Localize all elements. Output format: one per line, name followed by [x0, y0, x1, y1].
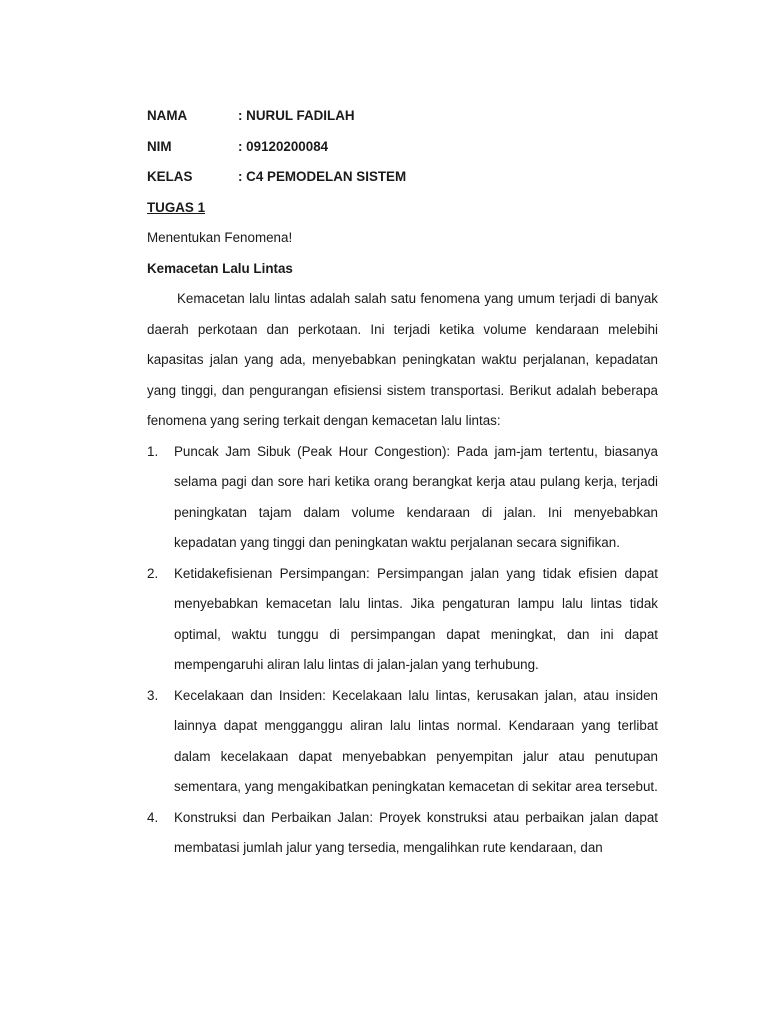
identity-value: : NURUL FADILAH — [238, 108, 355, 123]
list-item-number: 4. — [147, 809, 159, 825]
identity-label: NIM — [147, 138, 172, 154]
list-item — [147, 681, 658, 803]
list-item — [147, 437, 658, 559]
document-body — [147, 101, 658, 864]
identity-row-name — [147, 101, 658, 132]
list-item — [147, 803, 658, 864]
list-item-number: 1. — [147, 443, 159, 459]
assignment-title: TUGAS 1 — [147, 199, 206, 215]
list-item-number: 2. — [147, 565, 159, 581]
list-item-number: 3. — [147, 687, 159, 703]
intro-paragraph: Kemacetan lalu lintas adalah salah satu fenomena yang umum terjadi di banyak daerah perkotaan dan perkotaan. Ini terjadi ketika volume kendaraan melebihi kapasitas jalan yang ada, menyebabkan peningkatan waktu perjalanan, kepadatan yang tinggi, dan pengurangan efisiensi sistem transportasi. Berikut adalah beberapa fenomena yang sering terkait dengan kemacetan lalu lintas: — [147, 291, 658, 428]
identity-value: : C4 PEMODELAN SISTEM — [238, 169, 407, 184]
list-item — [147, 559, 658, 681]
identity-row-class — [147, 162, 658, 193]
identity-label: NAMA — [147, 108, 188, 123]
phenomena-list — [147, 437, 658, 864]
identity-value: : 09120200084 — [238, 138, 329, 154]
instruction-text: Menentukan Fenomena! — [147, 230, 293, 245]
list-item-text: Puncak Jam Sibuk (Peak Hour Congestion): Pada jam-jam tertentu, biasanya selama pagi dan sore hari ketika orang berangkat kerja atau pulang kerja, terjadi peningkatan tajam dalam volume kendaraan di jalan. Ini menyebabkan kepadatan yang tinggi dan peningkatan waktu perjalanan secara signifikan. — [174, 443, 658, 550]
identity-label: KELAS — [147, 169, 193, 184]
list-item-text: Kecelakaan dan Insiden: Kecelakaan lalu lintas, kerusakan jalan, atau insiden lainnya dapat mengganggu aliran lalu lintas normal. Kendaraan yang terlibat dalam kecelakaan dapat menyebabkan penyempitan jalur atau penutupan sementara, yang mengakibatkan peningkatan kemacetan di sekitar area tersebut. — [174, 687, 658, 794]
list-item-text: Konstruksi dan Perbaikan Jalan: Proyek konstruksi atau perbaikan jalan dapat membatasi jumlah jalur yang tersedia, mengalihkan rute kendaraan, dan — [174, 809, 658, 855]
identity-row-nim — [147, 132, 658, 163]
section-title: Kemacetan Lalu Lintas — [147, 260, 293, 276]
list-item-text: Ketidakefisienan Persimpangan: Persimpangan jalan yang tidak efisien dapat menyebabkan kemacetan lalu lintas. Jika pengaturan lampu lalu lintas tidak optimal, waktu tunggu di persimpangan dapat meningkat, dan ini dapat mempengaruhi aliran lalu lintas di jalan-jalan yang terhubung. — [174, 565, 658, 672]
